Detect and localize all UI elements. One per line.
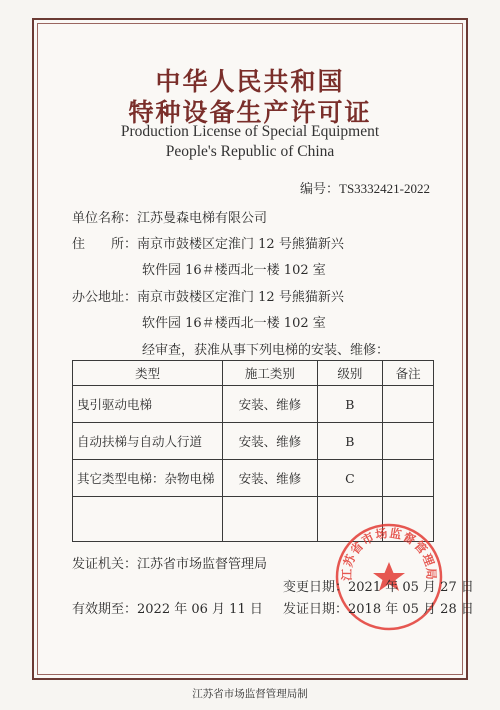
title-en-line1: Production License of Special Equipment [120, 123, 380, 140]
address-line1: 南京市鼓楼区定淮门 12 号熊猫新兴 [137, 237, 344, 252]
unit-name-value: 江苏曼森电梯有限公司 [137, 211, 268, 226]
license-number [300, 178, 430, 197]
issuer-value: 江苏省市场监督管理局 [137, 557, 268, 572]
office-address-label: 办公地址： [72, 290, 138, 305]
address [72, 233, 344, 252]
issuer-label: 发证机关： [72, 557, 138, 572]
row-construction: 安装、维修 [223, 460, 317, 497]
license-number-value: TS3332421-2022 [339, 181, 431, 196]
row-remarks [383, 423, 434, 460]
change-date-value: 2021 年 05 月 27 日 [348, 580, 474, 595]
approval-text: 经审查，获准从事下列电梯的安装、维修： [142, 343, 390, 358]
row-remarks [383, 460, 434, 497]
row-type: 曳引驱动电梯 [73, 386, 223, 423]
license-number-label: 编号： [300, 182, 340, 197]
table-row [73, 423, 434, 460]
row-type: 其它类型电梯：杂物电梯 [73, 460, 223, 497]
row-remarks [383, 386, 434, 423]
row-construction: 安装、维修 [223, 423, 317, 460]
issuer [72, 553, 267, 572]
office-address [72, 286, 344, 305]
unit-name [72, 207, 267, 226]
issue-date [283, 598, 474, 617]
address-line2: 软件园 16＃楼西北一楼 102 室 [142, 263, 326, 278]
footer-issuer: 江苏省市场监督管理局制 [192, 688, 308, 700]
change-date-label: 变更日期： [283, 580, 349, 595]
header-construction: 施工类别 [223, 361, 317, 386]
header-remarks: 备注 [383, 361, 434, 386]
issue-date-label: 发证日期： [283, 602, 349, 617]
row-grade: B [317, 386, 383, 423]
valid-until-label: 有效期至： [72, 602, 138, 617]
row-type: 自动扶梯与自动人行道 [73, 423, 223, 460]
office-address-line2: 软件园 16＃楼西北一楼 102 室 [142, 316, 326, 331]
title-cn-line1: 中华人民共和国 [155, 67, 345, 96]
title-cn-line2: 特种设备生产许可证 [128, 98, 372, 127]
seal-text: 江苏省市场监督管理局 [339, 525, 439, 581]
header-type: 类型 [73, 361, 223, 386]
valid-until-value: 2022 年 06 月 11 日 [137, 602, 263, 617]
scope-table [72, 360, 434, 542]
office-address-line1: 南京市鼓楼区定淮门 12 号熊猫新兴 [137, 290, 344, 305]
unit-name-label: 单位名称： [72, 211, 138, 226]
issue-date-value: 2018 年 05 月 28 日 [348, 602, 474, 617]
address-label: 住 所： [72, 237, 138, 252]
change-date [283, 576, 474, 595]
table-row [73, 460, 434, 497]
valid-until [72, 598, 263, 617]
row-grade: C [317, 460, 383, 497]
table-header-row [73, 361, 434, 386]
title-en-line2: People's Republic of China [165, 143, 335, 160]
row-construction: 安装、维修 [223, 386, 317, 423]
table-row [73, 386, 434, 423]
header-grade: 级别 [317, 361, 383, 386]
row-grade: B [317, 423, 383, 460]
